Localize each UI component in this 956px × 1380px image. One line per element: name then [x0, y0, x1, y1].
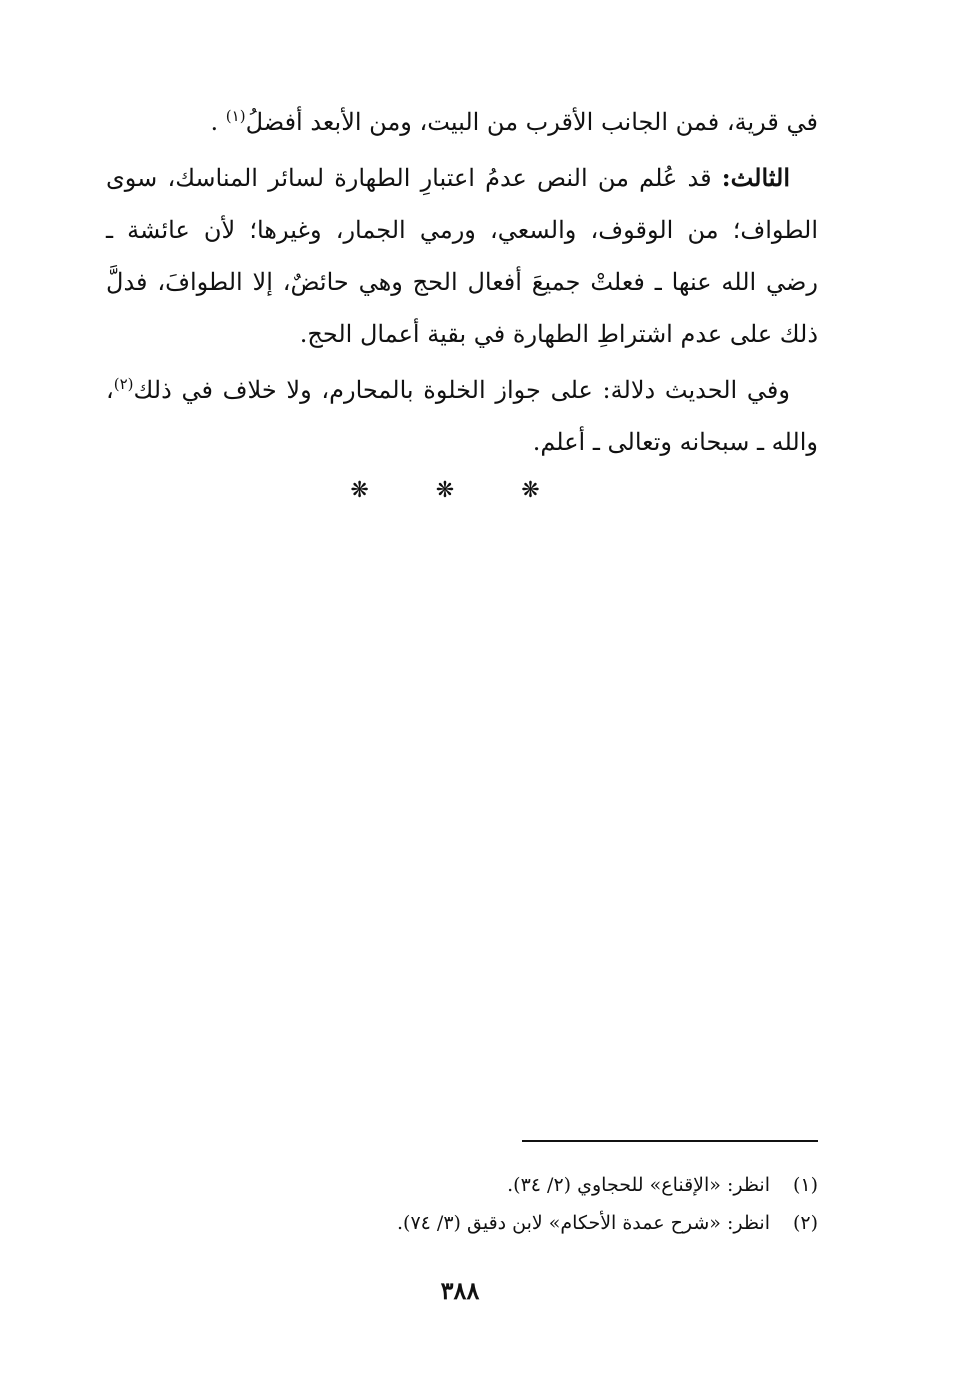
- footnote-divider: [522, 1140, 818, 1142]
- footnote-1-number: (١): [792, 1174, 818, 1196]
- page-number: ٣٨٨: [440, 1276, 480, 1305]
- paragraph-2-text: قد عُلم من النص عدمُ اعتبارِ الطهارة لسائر المناسك، سوى الطواف؛ من الوقوف، والسعي، ورمي الجمار، وغيرها؛ لأن عائشة ـ رضي الله عنها ـ فعلتْ جميعَ أفعال الحج وهي حائضٌ، إلا الطوافَ، فدلَّ ذلك على عدم اشتراطِ الطهارة في بقية أعمال الحج.: [106, 164, 818, 348]
- paragraph-2-lead: الثالث:: [721, 163, 790, 192]
- footnote-1-text: انظر: «الإقناع» للحجاوي (٢/ ٣٤).: [507, 1174, 770, 1196]
- paragraph-3: [106, 364, 818, 468]
- paragraph-1-end: .: [210, 108, 226, 136]
- footnote-1: [106, 1166, 818, 1204]
- footnote-ref-1: (١): [225, 107, 246, 125]
- footnote-2-number: (٢): [792, 1212, 818, 1234]
- paragraph-1-text: في قرية، فمن الجانب الأقرب من البيت، ومن الأبعد أفضلُ: [245, 108, 818, 136]
- paragraph-3-end: ، والله ـ سبحانه وتعالى ـ أعلم.: [106, 376, 818, 456]
- paragraph-3-text: وفي الحديث دلالة: على جواز الخلوة بالمحارم، ولا خلاف في ذلك: [133, 376, 790, 404]
- section-separator: ❋ ❋ ❋: [350, 478, 570, 503]
- main-text: [106, 96, 818, 472]
- paragraph-1: [106, 96, 818, 148]
- footnotes: [106, 1166, 818, 1242]
- footnote-ref-2: (٢): [113, 375, 134, 393]
- footnote-2-text: انظر: «شرح عمدة الأحكام» لابن دقيق (٣/ ٧٤).: [396, 1212, 770, 1234]
- paragraph-2: [106, 152, 818, 360]
- footnote-2: [106, 1204, 818, 1242]
